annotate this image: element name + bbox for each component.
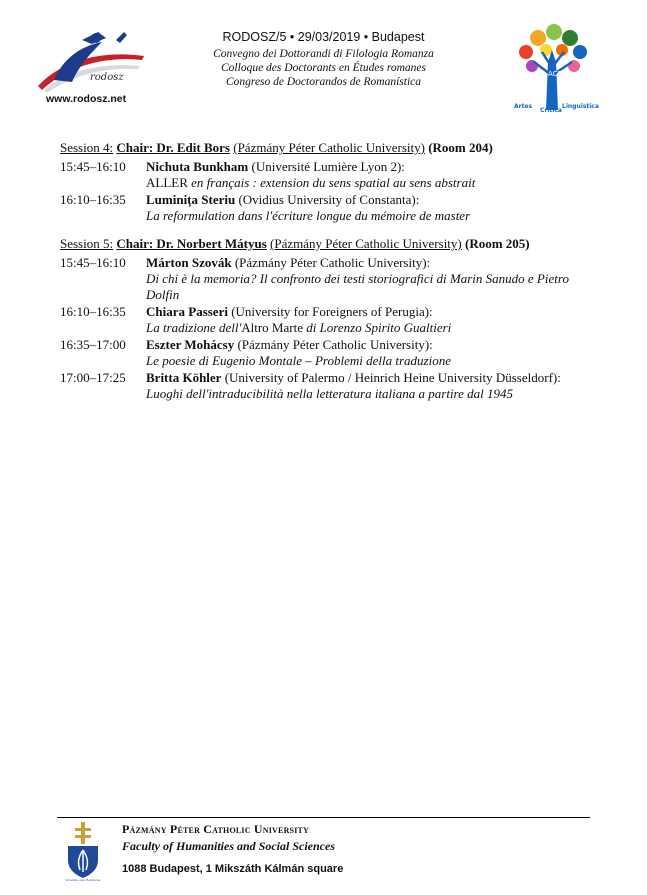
crest-motto: Scientia cum Religione — [65, 878, 101, 882]
talk-title: Le poesie di Eugenio Montale – Problemi della traduzione — [146, 353, 451, 368]
talk-title-part: di Lorenzo Spirito Gualtieri — [306, 320, 452, 335]
subtitle-italian: Convegno dei Dottorandi di Filologia Romanza — [213, 48, 434, 60]
footer-text-block — [122, 822, 343, 875]
speaker-name: Chiara Passeri — [146, 304, 228, 319]
session-chair: Chair: Dr. Edit Bors — [116, 140, 230, 155]
speaker-name: Britta Köhler — [146, 370, 222, 385]
speaker-name: Márton Szovák — [146, 255, 232, 270]
talk-title: La reformulation dans l'écriture longue du mémoire de master — [146, 208, 471, 223]
talk-time: 16:35–17:00 — [60, 337, 126, 352]
acril-tree-logo — [512, 22, 599, 114]
speaker-name: Nichuta Bunkham — [146, 159, 249, 174]
session-chair-affiliation: (Pázmány Péter Catholic University) — [233, 140, 425, 155]
talk-time: 15:45–16:10 — [60, 159, 126, 174]
session-5-heading — [60, 235, 600, 252]
talk-title: en français : extension du sens spatial au sens abstrait — [191, 175, 476, 190]
speaker-affiliation: (University for Foreigners of Perugia): — [231, 304, 433, 319]
session-room: (Room 204) — [428, 140, 493, 155]
session-label: Session 4: — [60, 140, 114, 155]
acril-letter-a: ACRIL — [548, 70, 569, 78]
session-chair: Chair: Dr. Norbert Mátyus — [116, 236, 267, 251]
talk-title: Di chi è la memoria? Il confronto dei testi storiografici di Marin Sanudo e Pietro Dolfin — [146, 271, 569, 302]
talk-time: 16:10–16:35 — [60, 304, 126, 319]
speaker-affiliation: (Université Lumière Lyon 2): — [251, 159, 405, 174]
talk-row — [60, 255, 600, 303]
university-name: Pázmány Péter Catholic University — [122, 822, 310, 836]
speaker-affiliation: (Pázmány Péter Catholic University): — [237, 337, 433, 352]
subtitle-spanish: Congreso de Doctorandos de Romanística — [225, 76, 422, 88]
talk-row — [60, 370, 600, 402]
speaker-name: Eszter Mohácsy — [146, 337, 235, 352]
talk-time: 17:00–17:25 — [60, 370, 126, 385]
speaker-affiliation: (University of Palermo / Heinrich Heine University Düsseldorf): — [224, 370, 561, 385]
program-content — [60, 139, 600, 403]
acril-word-artes: Artes — [514, 103, 533, 110]
talk-row — [60, 159, 600, 191]
university-crest-icon — [62, 820, 104, 882]
talk-title-part: La tradizione dell' — [146, 320, 242, 335]
footer-divider — [57, 817, 590, 818]
talk-title-plain: ALLER — [146, 175, 188, 190]
acril-word-critica: Critica — [540, 107, 562, 114]
header-text-block — [150, 30, 497, 89]
session-room: (Room 205) — [465, 236, 530, 251]
speaker-affiliation: (Pázmány Péter Catholic University): — [234, 255, 431, 270]
talk-row — [60, 337, 600, 369]
speaker-name: Luminița Steriu — [146, 192, 236, 207]
rodosz-url[interactable]: www.rodosz.net — [46, 93, 127, 105]
talk-time: 15:45–16:10 — [60, 255, 126, 270]
subtitle-french: Colloque des Doctorants en Études romanes — [221, 62, 426, 74]
university-address: 1088 Budapest, 1 Mikszáth Kálmán square — [122, 863, 344, 875]
talk-title: Luoghi dell'intraducibilità nella letteratura italiana a partire dal 1945 — [146, 386, 514, 401]
speaker-affiliation: (Ovidius University of Constanta): — [238, 192, 420, 207]
event-line: RODOSZ/5 • 29/03/2019 • Budapest — [222, 30, 425, 44]
talk-title-plain: Altro Marte — [241, 320, 303, 335]
talk-row — [60, 304, 600, 336]
rodosz-logo-script: rodosz — [90, 72, 124, 83]
session-label: Session 5: — [60, 236, 114, 251]
session-4-heading — [60, 139, 600, 156]
talk-time: 16:10–16:35 — [60, 192, 126, 207]
acril-word-linguistica: Linguistica — [562, 103, 599, 110]
talk-row — [60, 192, 600, 224]
faculty-name: Faculty of Humanities and Social Sciences — [122, 839, 336, 853]
session-chair-affiliation: (Pázmány Péter Catholic University) — [270, 236, 462, 251]
